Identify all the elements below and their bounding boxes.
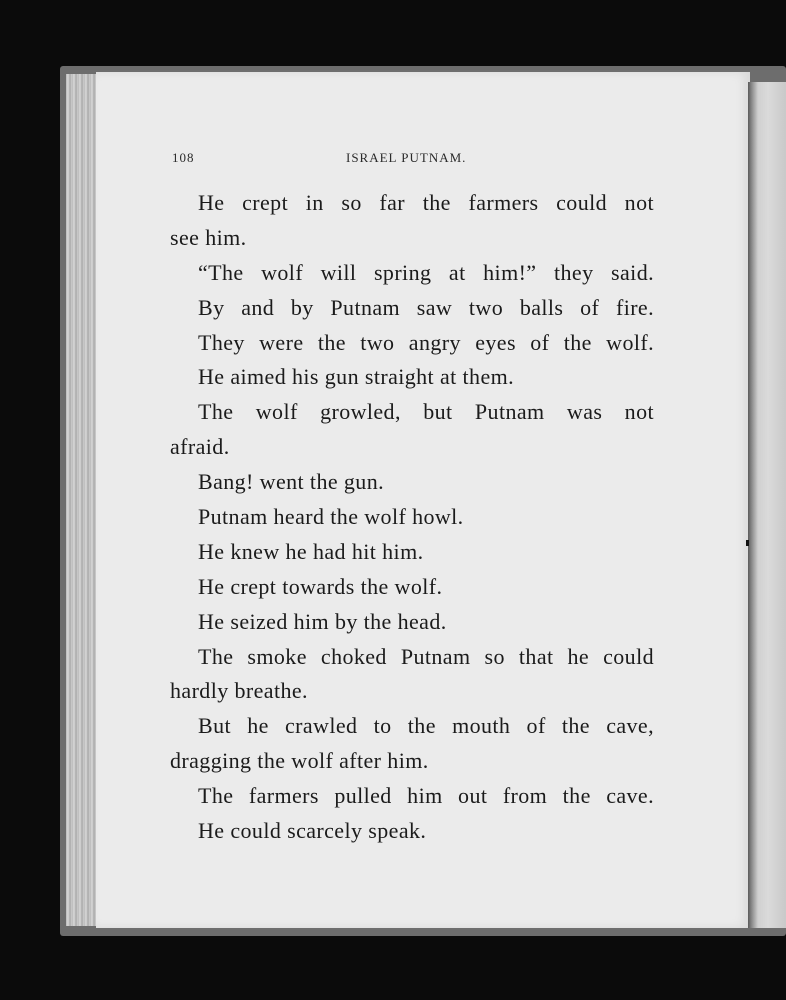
text-line: By and by Putnam saw two balls of fire. bbox=[198, 294, 654, 320]
text-line: He crept in so far the farmers could not bbox=[198, 190, 654, 215]
text-line: He could scarcely speak. bbox=[198, 818, 427, 844]
text-line: The smoke choked Putnam so that he could bbox=[198, 643, 654, 669]
text-line: But he crawled to the mouth of the cave, bbox=[198, 713, 654, 739]
text-line: He knew he had hit him. bbox=[198, 538, 424, 564]
running-title: ISRAEL PUTNAM. bbox=[346, 150, 467, 165]
text-line: hardly breathe. bbox=[170, 678, 308, 704]
text-line: The wolf growled, but Putnam was not bbox=[198, 399, 654, 425]
text-line: He crept towards the wolf. bbox=[198, 573, 443, 599]
page-speck bbox=[746, 540, 749, 546]
text-line: Bang! went the gun. bbox=[198, 469, 385, 495]
text-line: They were the two angry eyes of the wolf. bbox=[198, 329, 654, 355]
body-text bbox=[170, 186, 654, 849]
text-line: He aimed his gun straight at them. bbox=[198, 364, 515, 390]
page-edges bbox=[66, 74, 100, 926]
text-line: Putnam heard the wolf howl. bbox=[198, 504, 464, 530]
facing-page-edge bbox=[748, 82, 786, 928]
page-number: 108 bbox=[172, 150, 195, 165]
text-line: see him. bbox=[170, 224, 247, 250]
text-line: afraid. bbox=[170, 434, 230, 460]
running-head bbox=[172, 150, 652, 170]
text-line: dragging the wolf after him. bbox=[170, 748, 429, 774]
text-line: He seized him by the head. bbox=[198, 608, 447, 634]
text-line: “The wolf will spring at him!” they said. bbox=[198, 259, 654, 285]
text-line: The farmers pulled him out from the cave. bbox=[198, 783, 654, 809]
